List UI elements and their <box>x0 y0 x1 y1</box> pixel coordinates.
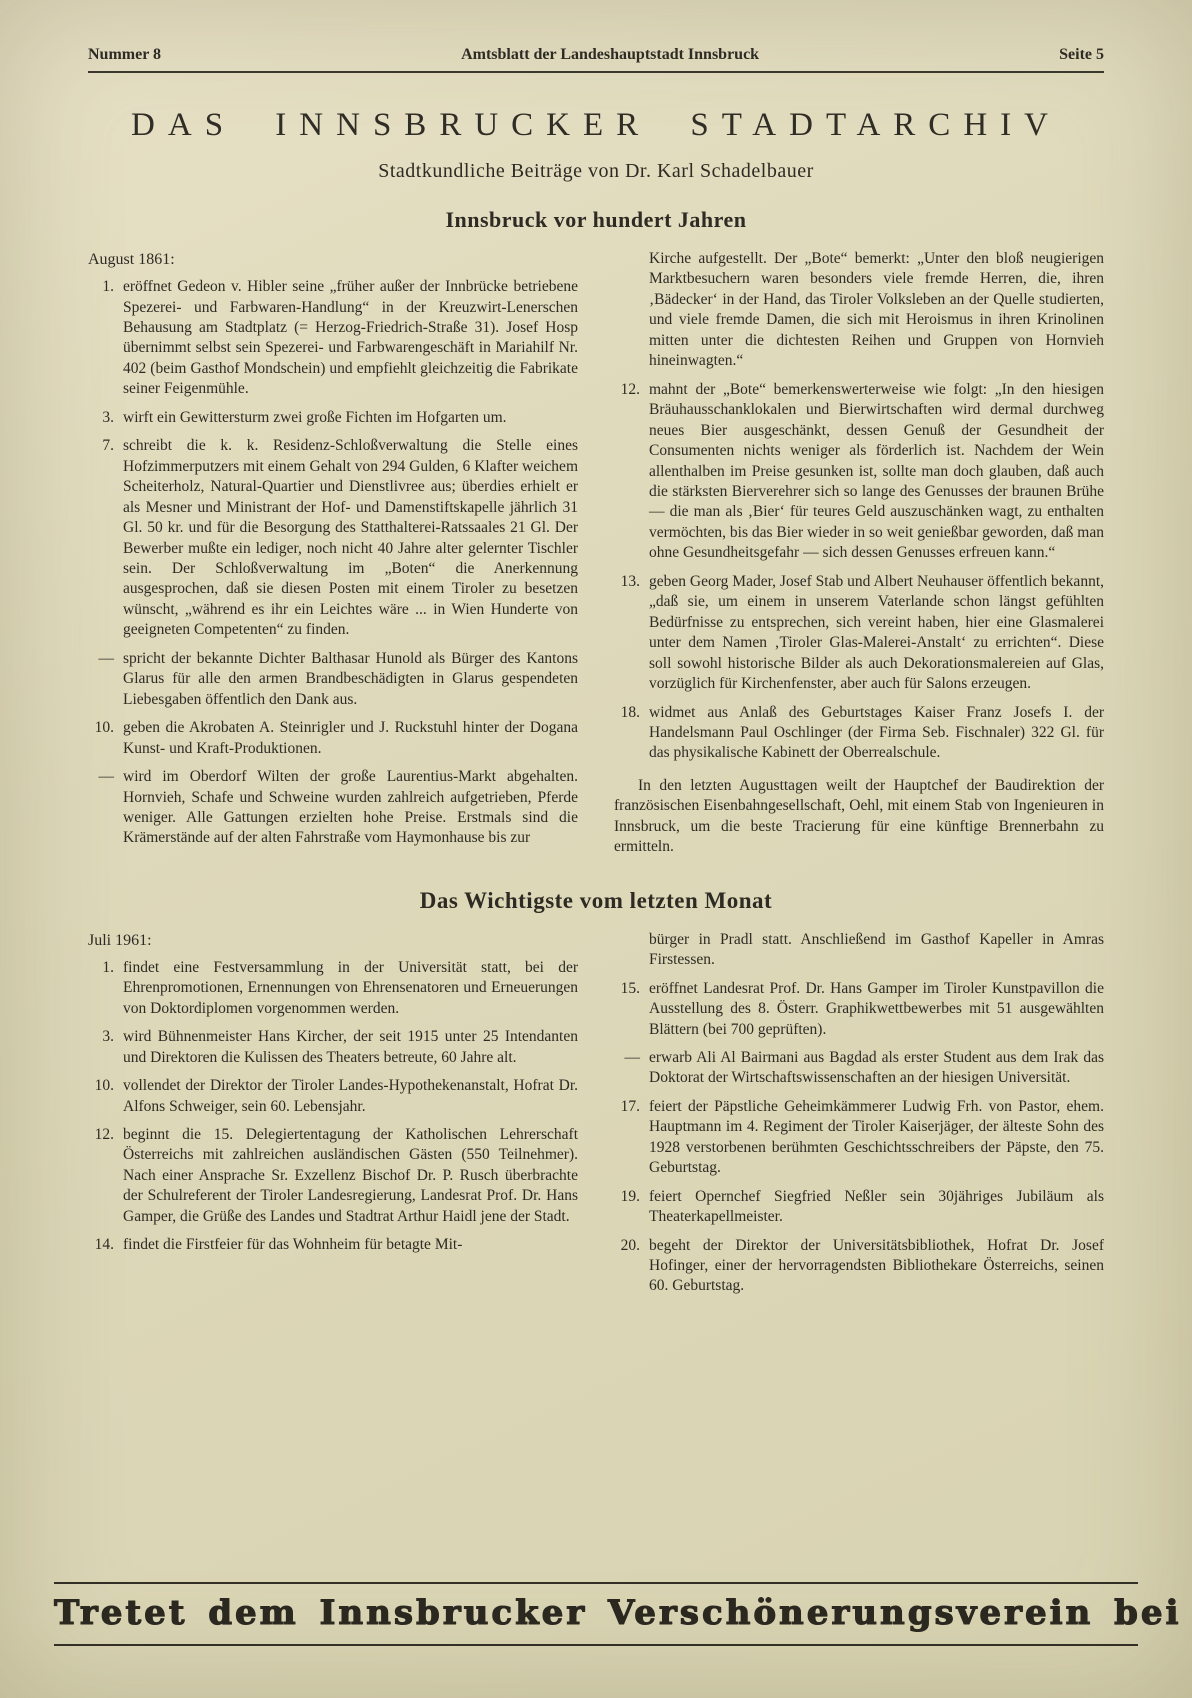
section1-left-column <box>88 249 578 858</box>
list-item <box>88 958 578 1019</box>
list-item <box>88 1125 578 1227</box>
list-item <box>614 1048 1104 1089</box>
list-item <box>614 572 1104 695</box>
section1-right-column <box>614 249 1104 858</box>
list-item <box>614 1097 1104 1179</box>
item-marker: 1. <box>102 958 114 976</box>
item-marker: 1. <box>102 278 114 296</box>
list-item <box>614 1236 1104 1297</box>
masthead <box>88 46 1104 73</box>
item-text: eröffnet Gedeon v. Hibler seine „früher außer der Innbrücke betriebene Spezerei- und Farbwaren-Handlung“ in der Kreuzwirt-Lenerschen Behausung am Stadtplatz (= Herzog-Friedrich-Straße 31). Josef Hosp übernimmt selbst sein Spezerei- und Farbwarengeschäft in Mariahilf Nr. 402 (beim Gasthof Mondschein) und empfiehlt gleichzeitig die Fabrikate seiner Feigenmühle. <box>123 278 578 398</box>
item-text: Kirche aufgestellt. Der „Bote“ bemerkt: „Unter den bloß neugierigen Marktbesuchern waren besonders viele fremde Herren, die, ihren ‚Bädecker‘ in der Hand, das Tiroler Volksleben an der Quelle studierten, und viele fremde Damen, die sich mit Heroismus in ihren Krinolinen mitten unter die dichtesten Reihen und Gruppen von Hornvieh hineinwagten.“ <box>649 250 1104 370</box>
item-text: erwarb Ali Al Bairmani aus Bagdad als erster Student aus dem Irak das Doktorat der Wirtschaftswissenschaften an der hiesigen Universität. <box>649 1048 1104 1087</box>
list-item <box>88 767 578 849</box>
item-text: geben Georg Mader, Josef Stab und Albert Neuhauser öffentlich bekannt, „daß sie, um einem in unserem Vaterlande schon längst gefühlten Bedürfnisse zu entsprechen, sich vereint haben, hier eine Glasmalerei unter dem Namen ‚Tiroler Glas-Malerei-Anstalt‘ zu errichten“. Diese soll sowohl historische Bilder als auch Dekorationsmalereien auf Glas, vorzüglich für Kirchenfenster, aber auch für Salons erzeugen. <box>649 572 1104 693</box>
issue-number: Nummer 8 <box>88 46 162 63</box>
item-marker: 19. <box>620 1187 640 1205</box>
item-text: vollendet der Direktor der Tiroler Landes-Hypothekenanstalt, Hofrat Dr. Alfons Schweiger, sein 60. Lebensjahr. <box>123 1077 578 1115</box>
closing-paragraph: In den letzten Augusttagen weilt der Hauptchef der Baudirektion der französischen Eisenbahngesellschaft, Oehl, mit einem Stab von Ingenieuren in Innsbruck, um die beste Tracierung für eine künftige Brennerbahn zu ermitteln. <box>614 776 1104 856</box>
item-marker: 15. <box>620 979 640 997</box>
list-item <box>614 979 1104 1040</box>
month-label-august: August 1861: <box>88 251 175 268</box>
footer-banner: Tretet dem Innsbrucker Verschönerungsverein bei <box>54 1582 1138 1646</box>
list-item <box>614 249 1104 372</box>
list-item <box>88 436 578 641</box>
item-marker: 20. <box>620 1236 640 1254</box>
section1-heading: Innsbruck vor hundert Jahren <box>445 207 747 232</box>
item-marker: 12. <box>620 380 640 398</box>
item-marker: — <box>624 1048 640 1066</box>
item-marker: 3. <box>102 408 114 426</box>
item-marker: 3. <box>102 1028 114 1046</box>
section1-columns <box>88 249 1104 858</box>
item-text: mahnt der „Bote“ bemerkenswerterweise wie folgt: „In den hiesigen Bräuhausschanklokalen und Bierwirtschaften wird dermal durchweg neues Bier ausgeschänkt, dessen Genuß der Gesundheit der Consumenten nichts weniger als förderlich ist. Nachdem der Wein allenthalben im Preise gesunken ist, sollte man doch glauben, daß auch die stärksten Bierverehrer sich so lange des Genusses der braunen Brühe — die man als ‚Bier‘ für teures Geld auszuschänken wagt, zu enthalten vermöchten, bis das Bier wieder in so weit genießbar geworden, daß man ohne Gesundheitsgefahr — sich dessen Genusses erfreuen kann.“ <box>649 380 1104 562</box>
list-item <box>88 1076 578 1117</box>
item-text: wirft ein Gewittersturm zwei große Fichten im Hofgarten um. <box>123 408 507 426</box>
item-text: begeht der Direktor der Universitätsbibliothek, Hofrat Dr. Josef Hofinger, einer der hervorragendsten Bibliothekare Österreichs, seinen 60. Geburtstag. <box>649 1236 1104 1295</box>
section2-heading: Das Wichtigste vom letzten Monat <box>419 887 773 913</box>
list-item <box>88 649 578 710</box>
section2-columns <box>88 930 1104 1305</box>
item-text: feiert Opernchef Siegfried Neßler sein 30jähriges Jubiläum als Theaterkapellmeister. <box>649 1187 1104 1226</box>
item-marker: 18. <box>620 703 640 721</box>
masthead-title: Amtsblatt der Landeshauptstadt Innsbruck <box>461 46 760 63</box>
month-label-juli: Juli 1961: <box>88 931 152 949</box>
item-text: feiert der Päpstliche Geheimkämmerer Ludwig Frh. von Pastor, ehem. Hauptmann im 4. Regiment der Tiroler Kaiserjäger, der älteste Sohn des 1928 verstorbenen berühmten Geschichtsschreibers der Päpste, den 75. Geburtstag. <box>649 1097 1104 1177</box>
item-marker <box>614 249 649 372</box>
item-marker: 17. <box>620 1097 640 1115</box>
item-marker: — <box>98 649 114 667</box>
item-marker: 7. <box>102 437 114 455</box>
item-text: findet die Firstfeier für das Wohnheim für betagte Mit- <box>123 1236 463 1254</box>
list-item <box>614 930 1104 971</box>
list-item <box>614 380 1104 564</box>
article-subtitle: Stadtkundliche Beiträge von Dr. Karl Schadelbauer <box>378 160 814 182</box>
item-text: wird im Oberdorf Wilten der große Laurentius-Markt abgehalten. Hornvieh, Schafe und Schweine wurden zahlreich aufgetrieben, Pferde weniger. Alle Gattungen erzielten hohe Preise. Erstmals sind die Krämerstände auf der alten Fahrstraße vom Haymonhause bis zur <box>123 768 578 847</box>
item-text: widmet aus Anlaß des Geburtstages Kaiser Franz Josefs I. der Handelsmann Paul Oschlinger (der Firma Seb. Fischnaler) 322 Gl. für das physikalische Kabinett der Oberrealschule. <box>649 703 1104 762</box>
list-item <box>88 408 578 428</box>
page-number: Seite 5 <box>1059 46 1104 63</box>
item-marker: 13. <box>620 572 640 590</box>
item-marker: 10. <box>94 719 114 737</box>
list-item <box>88 277 578 400</box>
item-text: eröffnet Landesrat Prof. Dr. Hans Gamper im Tiroler Kunstpavillon die Ausstellung des 8. Österr. Graphikwettbewerbes mit 51 ausgewählten Blättern (bei 700 geprüften). <box>649 979 1104 1038</box>
item-text: schreibt die k. k. Residenz-Schloßverwaltung die Stelle eines Hofzimmerputzers mit einem Gehalt von 294 Gulden, 6 Klafter weichem Scheiterholz, Natural-Quartier und Dienstlivree aus; überdies erhielt er als Mesner und Ministrant der Hof- und Damenstiftskapelle jährlich 31 Gl. 50 kr. und für die Besorgung des Statthalterei-Ratssaales 21 Gl. Der Bewerber mußte ein lediger, noch nicht 40 Jahre alter gelernter Tischler sein. Der Schloßverwaltung im „Boten“ die Anerkennung ausgesprochen, daß sie diesen Posten mit einem Tiroler zu besetzen wünscht, „während es ihr ein Leichtes wäre ... in Wien Hunderte von geeigneten Competenten“ zu finden. <box>123 437 578 639</box>
item-marker: 14. <box>94 1236 114 1254</box>
list-item <box>88 1027 578 1068</box>
item-marker <box>614 930 649 971</box>
list-item <box>88 718 578 759</box>
item-text: wird Bühnenmeister Hans Kircher, der seit 1915 unter 25 Intendanten und Direktoren die Kulissen des Theaters betreute, 60 Jahre alt. <box>123 1028 578 1066</box>
list-item <box>88 1235 578 1255</box>
list-item <box>614 1187 1104 1228</box>
item-text: geben die Akrobaten A. Steinrigler und J. Ruckstuhl hinter der Dogana Kunst- und Kraft-Produktionen. <box>123 719 578 757</box>
section2-right-column <box>614 930 1104 1305</box>
item-marker: 10. <box>94 1077 114 1095</box>
section2-left-column <box>88 930 578 1305</box>
item-marker: 12. <box>94 1125 114 1143</box>
list-item <box>614 703 1104 764</box>
item-marker: — <box>98 768 114 786</box>
item-text: beginnt die 15. Delegiertentagung der Katholischen Lehrerschaft Österreichs mit zahlreichen ausländischen Gästen (550 Teilnehmer). Nach einer Ansprache Sr. Exzellenz Bischof Dr. P. Rusch überbrachte der Schulreferent der Tiroler Landesregierung, Landesrat Prof. Dr. Hans Gamper, die Grüße des Landes und Stadtrat Arthur Haidl jene der Stadt. <box>123 1125 578 1225</box>
item-text: findet eine Festversammlung in der Universität statt, bei der Ehrenpromotionen, Ernennungen von Ehrensenatoren und Erneuerungen von Doktordiplomen vorgenommen werden. <box>123 958 578 1017</box>
item-text: spricht der bekannte Dichter Balthasar Hunold als Bürger des Kantons Glarus für alle den armen Brandbeschädigten in Glarus gespendeten Liebesgaben öffentlich den Dank aus. <box>123 649 578 708</box>
item-text: bürger in Pradl statt. Anschließend im Gasthof Kapeller in Amras Firstessen. <box>649 930 1104 969</box>
article-title: DAS INNSBRUCKER STADTARCHIV <box>131 107 1061 143</box>
